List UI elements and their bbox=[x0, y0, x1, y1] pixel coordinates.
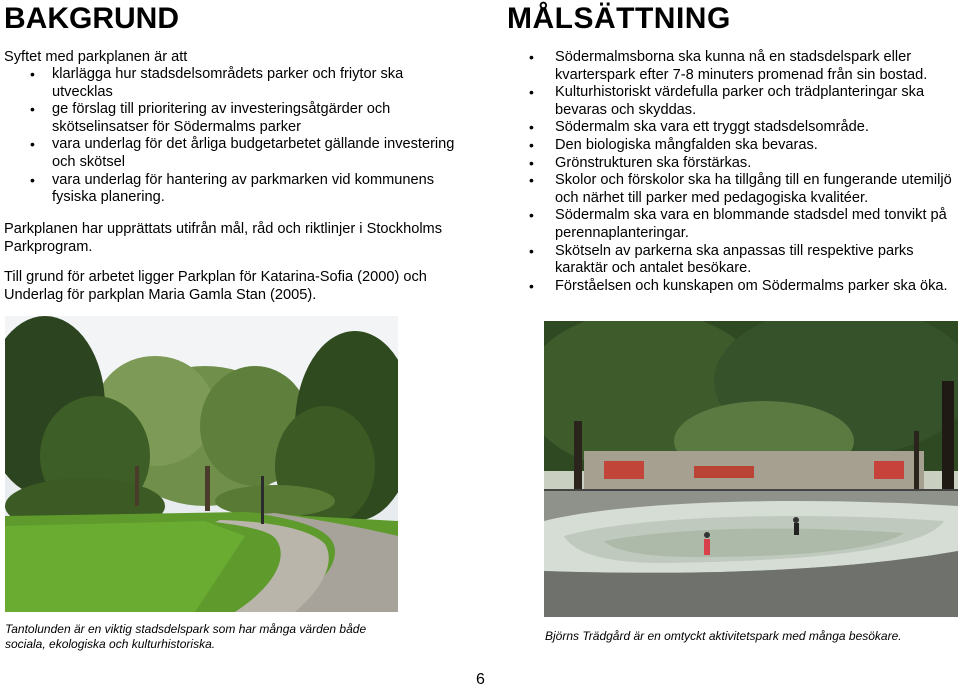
goals-list bbox=[507, 49, 960, 295]
goal-item: • Den biologiska mångfalden ska bevaras. bbox=[507, 137, 960, 155]
goal-item: • Kulturhistoriskt värdefulla parker och trädplanteringar ska bevaras och skyddas. bbox=[507, 84, 960, 119]
goal-item: • Södermalm ska vara ett tryggt stadsdelsområde. bbox=[507, 119, 960, 137]
tantolunden-caption: Tantolunden är en viktig stadsdelspark som har många värden både sociala, ekologiska och kulturhistoriska. bbox=[5, 622, 367, 651]
goal-item: • Skolor och förskolor ska ha tillgång till en fungerande utemiljö och närhet till parker med pedagogiska kvalitéer. bbox=[507, 172, 960, 207]
goal-item: • Södermalmsborna ska kunna nå en stadsdelspark eller kvarterspark efter 7-8 minuters promenad från sin bostad. bbox=[507, 49, 960, 84]
page-number: 6 bbox=[476, 671, 485, 688]
bjorns-tradgard-caption: Björns Trädgård är en omtyckt aktivitetspark med många besökare. bbox=[545, 629, 902, 643]
purpose-item: • vara underlag för hantering av parkmarken vid kommunens fysiska planering. bbox=[4, 172, 464, 207]
basis-paragraph: Till grund för arbetet ligger Parkplan för Katarina-Sofia (2000) och Underlag för parkplan Maria Gamla Stan (2005). bbox=[4, 269, 427, 303]
bjorns-tradgard-photo bbox=[544, 321, 958, 617]
goal-item: • Grönstrukturen ska förstärkas. bbox=[507, 155, 960, 173]
goal-item: • Södermalm ska vara en blommande stadsdel med tonvikt på perennaplanteringar. bbox=[507, 207, 960, 242]
purpose-intro: Syftet med parkplanen är att bbox=[4, 49, 188, 65]
parkprogram-paragraph: Parkplanen har upprättats utifrån mål, råd och riktlinjer i Stockholms Parkprogram. bbox=[4, 221, 443, 255]
goals-heading: MÅLSÄTTNING bbox=[507, 2, 731, 35]
purpose-item: • klarlägga hur stadsdelsområdets parker och friytor ska utvecklas bbox=[4, 66, 464, 101]
background-heading: BAKGRUND bbox=[4, 2, 179, 35]
goal-item: • Skötseln av parkerna ska anpassas till respektive parks karaktär och antalet besökare. bbox=[507, 243, 960, 278]
goal-item: • Förståelsen och kunskapen om Södermalms parker ska öka. bbox=[507, 278, 960, 296]
purpose-item: • vara underlag för det årliga budgetarbetet gällande investering och skötsel bbox=[4, 136, 464, 171]
tantolunden-photo bbox=[5, 316, 398, 612]
purpose-item: • ge förslag till prioritering av investeringsåtgärder och skötselinsatser för Södermalms parker bbox=[4, 101, 464, 136]
purpose-list bbox=[4, 66, 464, 207]
